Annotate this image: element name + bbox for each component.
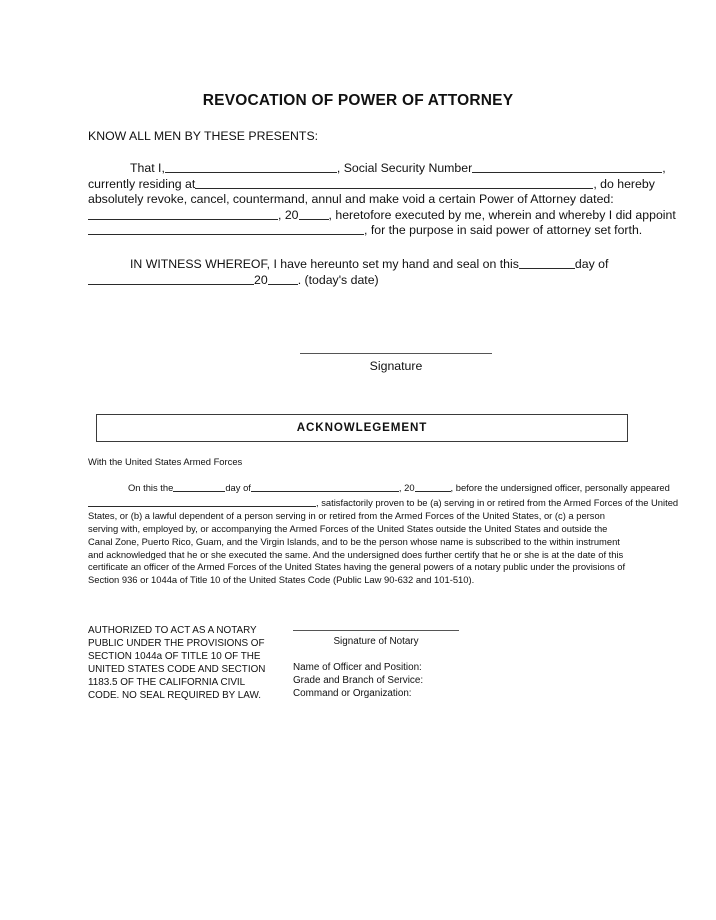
signature-label: Signature xyxy=(369,359,423,373)
line-1-comma: , xyxy=(662,161,666,175)
residing-at-text: currently residing at xyxy=(88,176,196,191)
ack-line-6: and acknowledged that he or she executed the same. And the undersigned does further certify that he or she is at the date of this xyxy=(88,548,624,560)
ack-month-blank[interactable] xyxy=(251,480,399,492)
witness-year-prefix: 20 xyxy=(254,272,268,287)
revocation-line-1 xyxy=(88,161,666,177)
ack-proven-text: , satisfactorily proven to be (a) serving in or retired from the Armed Forces of the United xyxy=(316,496,679,508)
witness-line-1 xyxy=(88,257,630,273)
ack-line-4: serving with, employed by, or accompanying the Armed Forces of the United States outside the United States and outside the xyxy=(88,522,608,534)
notary-authorization-block xyxy=(88,624,288,703)
notary-auth-line: SECTION 1044a OF TITLE 10 OF THE xyxy=(88,651,261,663)
ack-line-2 xyxy=(88,495,679,510)
on-this-the-text: On this the xyxy=(128,482,174,493)
revocation-paragraph xyxy=(88,161,676,239)
witness-line-2 xyxy=(88,273,630,289)
witness-year-blank[interactable] xyxy=(268,273,298,285)
ack-line-7: certificate an officer of the Armed Forces of the United States having the general powers of a notary public under the provisions of xyxy=(88,561,626,573)
acknowledgement-box-title: ACKNOWLEGEMENT xyxy=(296,421,428,434)
ack-day-of-text: day of xyxy=(225,482,251,493)
ack-line-1 xyxy=(88,480,670,495)
day-of-text: day of xyxy=(574,257,609,271)
witness-paragraph xyxy=(88,257,630,288)
ssn-label-text: , Social Security Number xyxy=(336,161,473,175)
notary-field-grade-branch: Grade and Branch of Service: xyxy=(293,675,424,687)
ack-year-prefix: , 20 xyxy=(398,482,415,493)
address-blank[interactable] xyxy=(195,177,593,189)
signature-line[interactable] xyxy=(300,353,492,354)
ack-line-5: Canal Zone, Puerto Rico, Guam, and the Virgin Islands, and to be the person whose name is subscribed to the within instrument xyxy=(88,535,620,547)
ack-appeared-text: , before the undersigned officer, personally appeared xyxy=(450,482,670,493)
do-hereby-text: , do hereby xyxy=(593,176,655,191)
heretofore-text: , heretofore executed by me, wherein and whereby I did appoint xyxy=(328,207,676,222)
notary-auth-line: AUTHORIZED TO ACT AS A NOTARY xyxy=(88,625,257,636)
that-i-text: That I, xyxy=(130,161,165,175)
principal-name-blank[interactable] xyxy=(165,161,337,173)
witness-day-blank[interactable] xyxy=(519,257,575,269)
notary-fields-block xyxy=(293,661,423,700)
todays-date-note: . (today's date) xyxy=(297,272,379,287)
revocation-line-4 xyxy=(88,207,676,224)
notary-auth-line: UNITED STATES CODE AND SECTION xyxy=(88,664,266,676)
notary-signature-line[interactable] xyxy=(293,630,459,631)
ack-day-blank[interactable] xyxy=(173,480,225,492)
witness-whereof-text: IN WITNESS WHEREOF, I have hereunto set my hand and seal on this xyxy=(130,257,519,271)
purpose-text: , for the purpose in said power of attorney set forth. xyxy=(364,223,643,238)
poa-year-blank[interactable] xyxy=(299,208,329,220)
appointee-blank[interactable] xyxy=(88,223,364,235)
notary-signature-label: Signature of Notary xyxy=(333,636,419,647)
ack-line-3: States, or (b) a lawful dependent of a person serving in or retired from the Armed Forces of the United States, or (c) a person xyxy=(88,509,605,521)
poa-date-blank[interactable] xyxy=(88,208,278,220)
ack-line-8: Section 936 or 1044a of Title 10 of the United States Code (Public Law 90-632 and 101-510). xyxy=(88,574,475,586)
revocation-line-2 xyxy=(88,176,655,193)
revocation-line-5 xyxy=(88,223,643,239)
notary-auth-line: CODE. NO SEAL REQUIRED BY LAW. xyxy=(88,690,262,702)
acknowledgement-paragraph xyxy=(88,480,679,587)
notary-field-command-org: Command or Organization: xyxy=(293,688,412,700)
year-prefix-text: , 20 xyxy=(278,207,299,222)
acknowledgement-subtitle: With the United States Armed Forces xyxy=(88,456,243,467)
ack-year-blank[interactable] xyxy=(415,480,451,492)
revocation-line-3: absolutely revoke, cancel, countermand, annul and make void a certain Power of Attorney dated: xyxy=(88,192,614,207)
witness-month-blank[interactable] xyxy=(88,273,254,285)
page-title: REVOCATION OF POWER OF ATTORNEY xyxy=(202,92,514,109)
ack-appearer-name-blank[interactable] xyxy=(88,495,316,507)
acknowledgement-box xyxy=(96,414,628,442)
intro-line: KNOW ALL MEN BY THESE PRESENTS: xyxy=(88,129,319,143)
ssn-blank[interactable] xyxy=(472,161,662,173)
notary-auth-line: 1183.5 OF THE CALIFORNIA CIVIL xyxy=(88,677,246,689)
notary-field-name-position: Name of Officer and Position: xyxy=(293,662,422,673)
notary-auth-line: PUBLIC UNDER THE PROVISIONS OF xyxy=(88,638,265,650)
